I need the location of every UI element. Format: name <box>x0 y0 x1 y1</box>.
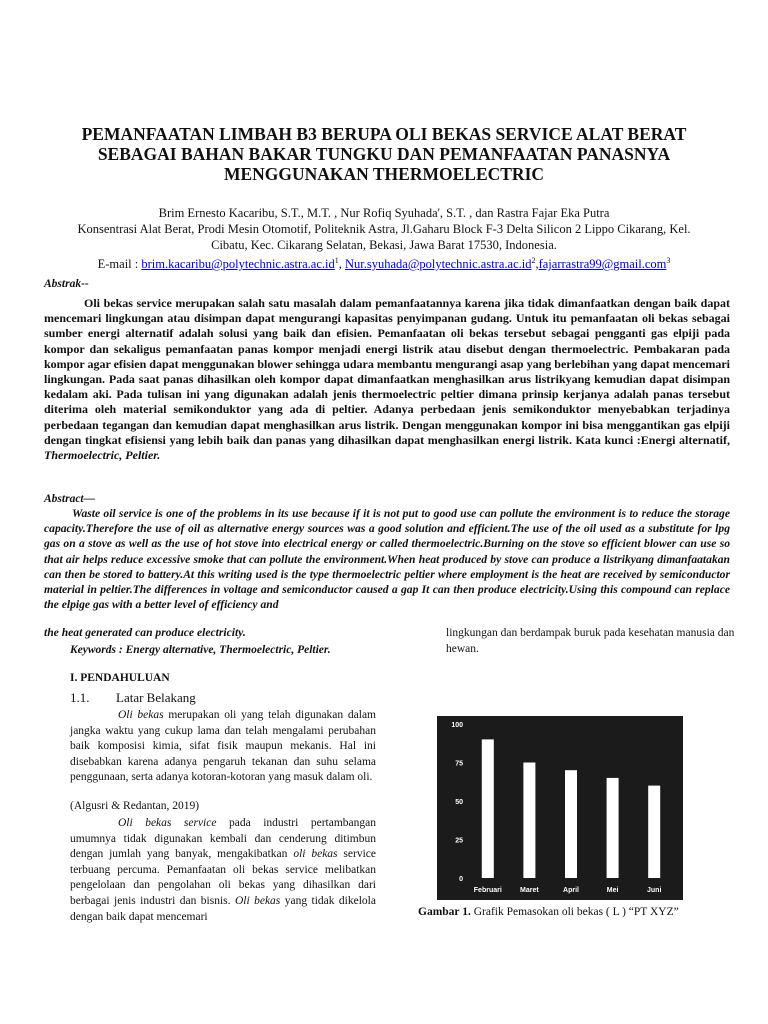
abstract-heading: Abstract— <box>44 493 96 505</box>
bar-maret <box>523 763 535 879</box>
para2-italic-1: Oli bekas service <box>118 817 217 829</box>
para2-text-3: yang tidak dikelola dengan baik dapat mencemari <box>70 894 376 923</box>
x-tick-label: Maret <box>520 887 539 894</box>
x-tick-label: April <box>563 887 579 894</box>
email-link-1[interactable]: brim.kacaribu@polytechnic.astra.ac.id <box>141 257 335 272</box>
bar-chart <box>437 716 683 900</box>
abstrak-heading: Abstrak-- <box>44 278 89 290</box>
y-tick-label: 50 <box>455 799 463 806</box>
email-sup-1: 1 <box>334 256 339 265</box>
subsection-number: 1.1. <box>70 690 90 705</box>
abstrak-text: Oli bekas service merupakan salah satu masalah dalam pemanfaatannya karena jika tidak dimanfaatkan dengan baik dapat mencemari lingkungan atau disimpan dapat mengurangi kapasitas penyimpanan gudang. Untuk itu pemanfaatan oli bekas sebagai sumber energi alternatif adalah solusi yang baik dan efisien. Pemanfaatan oli bekas tersebut sebagai pengganti gas elpiji pada kompor dan sekaligus pemanfaatan panas kompor menjadi energi listrik atau disebut dengan thermoelectric. Pembakaran pada kompor agar efisien dapat menggunakan blower sehingga udara membantu mengurangi asap yang berlebihan yang dapat mencemari lingkungan. Pada saat panas dihasilkan oleh kompor dapat dimanfaatkan menghasilkan arus listrikyang kemudian dapat disimpan kedalam aki. Pada tulisan ini yang digunakan adalah jenis thermoelectric peltier dimana prinsip kerjanya adalah panas tersebut diterima oleh material semikonduktor yang ada di peltier. Adanya perbedaan jenis semikonduktor menyebabkan terjadinya perbedaan tegangan dan kemudian dapat menghasilkan arus listrik. Dengan menggunakan kompor ini bisa menggantikan gas elpiji dengan tingkat efisiensi yang lebih baik dan panas yang dihasilkan dapat menghasilkan energi listrik. Kata kunci :Energi alternatif, <box>44 296 730 447</box>
para2-italic-3: Oli bekas <box>234 894 281 907</box>
para2-text-2: service terbuang percuma. Pemanfaatan oli bekas service melibatkan pengelolaan dan pengolahan oli bekas yang dihasilkan dari berbagai jenis industri dan bisnis. <box>70 848 376 907</box>
abstract-body: Waste oil service is one of the problems in its use because if it is not put to good use can pollute the environment is to reduce the storage capacity.Therefore the use of oil as alternative energy sources was a good solution and efficient.The use of the oil used as a substitute for lpg gas on a stove as well as the use of hot stove into electrical energy or called thermoelectric.Burning on the stove so efficient blower can use so that air helps reduce excessive smoke that can pollute the environment.When heat produced by stove can produce a listrikyang dimanfaatakan can then be stored to battery.At this writing used is the type thermoelectric peltier where employment is the heat are received by semiconductor material in peltier.The differences in voltage and semiconductor caused a gap It can then produce electricity.Using this compound can replace the elpige gas with a better level of efficiency and <box>44 507 730 612</box>
caption-text: Grafik Pemasokan oli bekas ( L ) “PT XYZ” <box>470 906 679 918</box>
title-line-1: PEMANFAATAN LIMBAH B3 BERUPA OLI BEKAS SERVICE ALAT BERAT <box>81 124 687 144</box>
para1-text: merupakan oli yang telah digunakan dalam jangka waktu yang cukup lama dan telah mengalami perubahan baik komposisi kimia, sifat fisik maupun mekanis. Hal ini disebabkan karena adanya pengaruh tekanan dan suhu selama penggunaan, serta adanya kotoran-kotoran yang masuk dalam oli. <box>70 709 376 784</box>
x-tick-label: Februari <box>473 887 502 894</box>
email-label: E-mail : <box>97 257 142 272</box>
paragraph-2 <box>70 816 376 925</box>
paragraph-1 <box>70 708 376 786</box>
email-link-3[interactable]: fajarrastra99@gmail.com <box>538 257 667 272</box>
paper-title <box>40 124 728 184</box>
title-line-2: SEBAGAI BAHAN BAKAR TUNGKU DAN PEMANFAATAN PANASNYA <box>97 144 671 164</box>
email-line: E-mail : $brim.kacaribu@polytechnic.astra.ac.id^1$, $Nur.syuhada@polytechnic.astra.ac.id^2,fajarrastra99@gmail.com^3$ <box>97 256 671 272</box>
caption-label: Gambar 1. <box>418 906 471 918</box>
section-heading: I. PENDAHULUAN <box>70 672 170 684</box>
title-line-3: MENGGUNAKAN THERMOELECTRIC <box>223 164 545 184</box>
bar-februari <box>482 739 494 878</box>
subsection-title: Latar Belakang <box>116 690 196 705</box>
x-tick-label: Juni <box>647 887 662 894</box>
para1-italic: Oli bekas <box>118 709 164 721</box>
subsection-heading <box>70 690 196 706</box>
abstract-last-line: the heat generated can produce electricity. <box>44 626 246 639</box>
email-sup-2: 2 <box>531 256 536 265</box>
keywords: Keywords : Energy alternative, Thermoelectric, Peltier. <box>70 644 331 656</box>
email-link-2[interactable]: Nur.syuhada@polytechnic.astra.ac.id <box>345 257 532 272</box>
author-block <box>40 205 728 272</box>
y-tick-label: 75 <box>455 760 463 768</box>
y-tick-label: 0 <box>459 876 463 883</box>
figure-caption <box>418 906 738 918</box>
bar-chart-svg <box>437 716 683 900</box>
y-tick-label: 25 <box>455 837 463 845</box>
affiliation-line-1: Konsentrasi Alat Berat, Prodi Mesin Otomotif, Politeknik Astra, Jl.Gaharu Block F-3 Delta Silicon 2 Lippo Cikarang, Kel. <box>77 222 691 236</box>
email-sup-3: 3 <box>666 256 671 265</box>
para2-italic-2: oli bekas <box>293 848 338 861</box>
bar-mei <box>607 778 619 878</box>
bar-april <box>565 770 577 878</box>
right-column-text: lingkungan dan berdampak buruk pada kesehatan manusia dan hewan. <box>446 627 735 655</box>
para2-text-1: pada industri pertambangan umumnya tidak digunakan kembali dan cenderung ditimbun dengan jumlah yang banyak, mengakibatkan <box>70 817 376 861</box>
affiliation-line-2: Cibatu, Kec. Cikarang Selatan, Bekasi, Jawa Barat 17530, Indonesia. <box>211 238 557 252</box>
citation: (Algusri & Redantan, 2019) <box>70 800 200 812</box>
x-tick-label: Mei <box>606 887 619 894</box>
author-names: Brim Ernesto Kacaribu, S.T., M.T. , Nur Rofiq Syuhada', S.T. , dan Rastra Fajar Eka Putra <box>158 206 610 220</box>
abstrak-keywords: Thermoelectric, Peltier. <box>44 448 161 463</box>
abstrak-body <box>44 296 730 463</box>
bar-juni <box>648 786 660 878</box>
y-tick-label: 100 <box>451 722 463 729</box>
